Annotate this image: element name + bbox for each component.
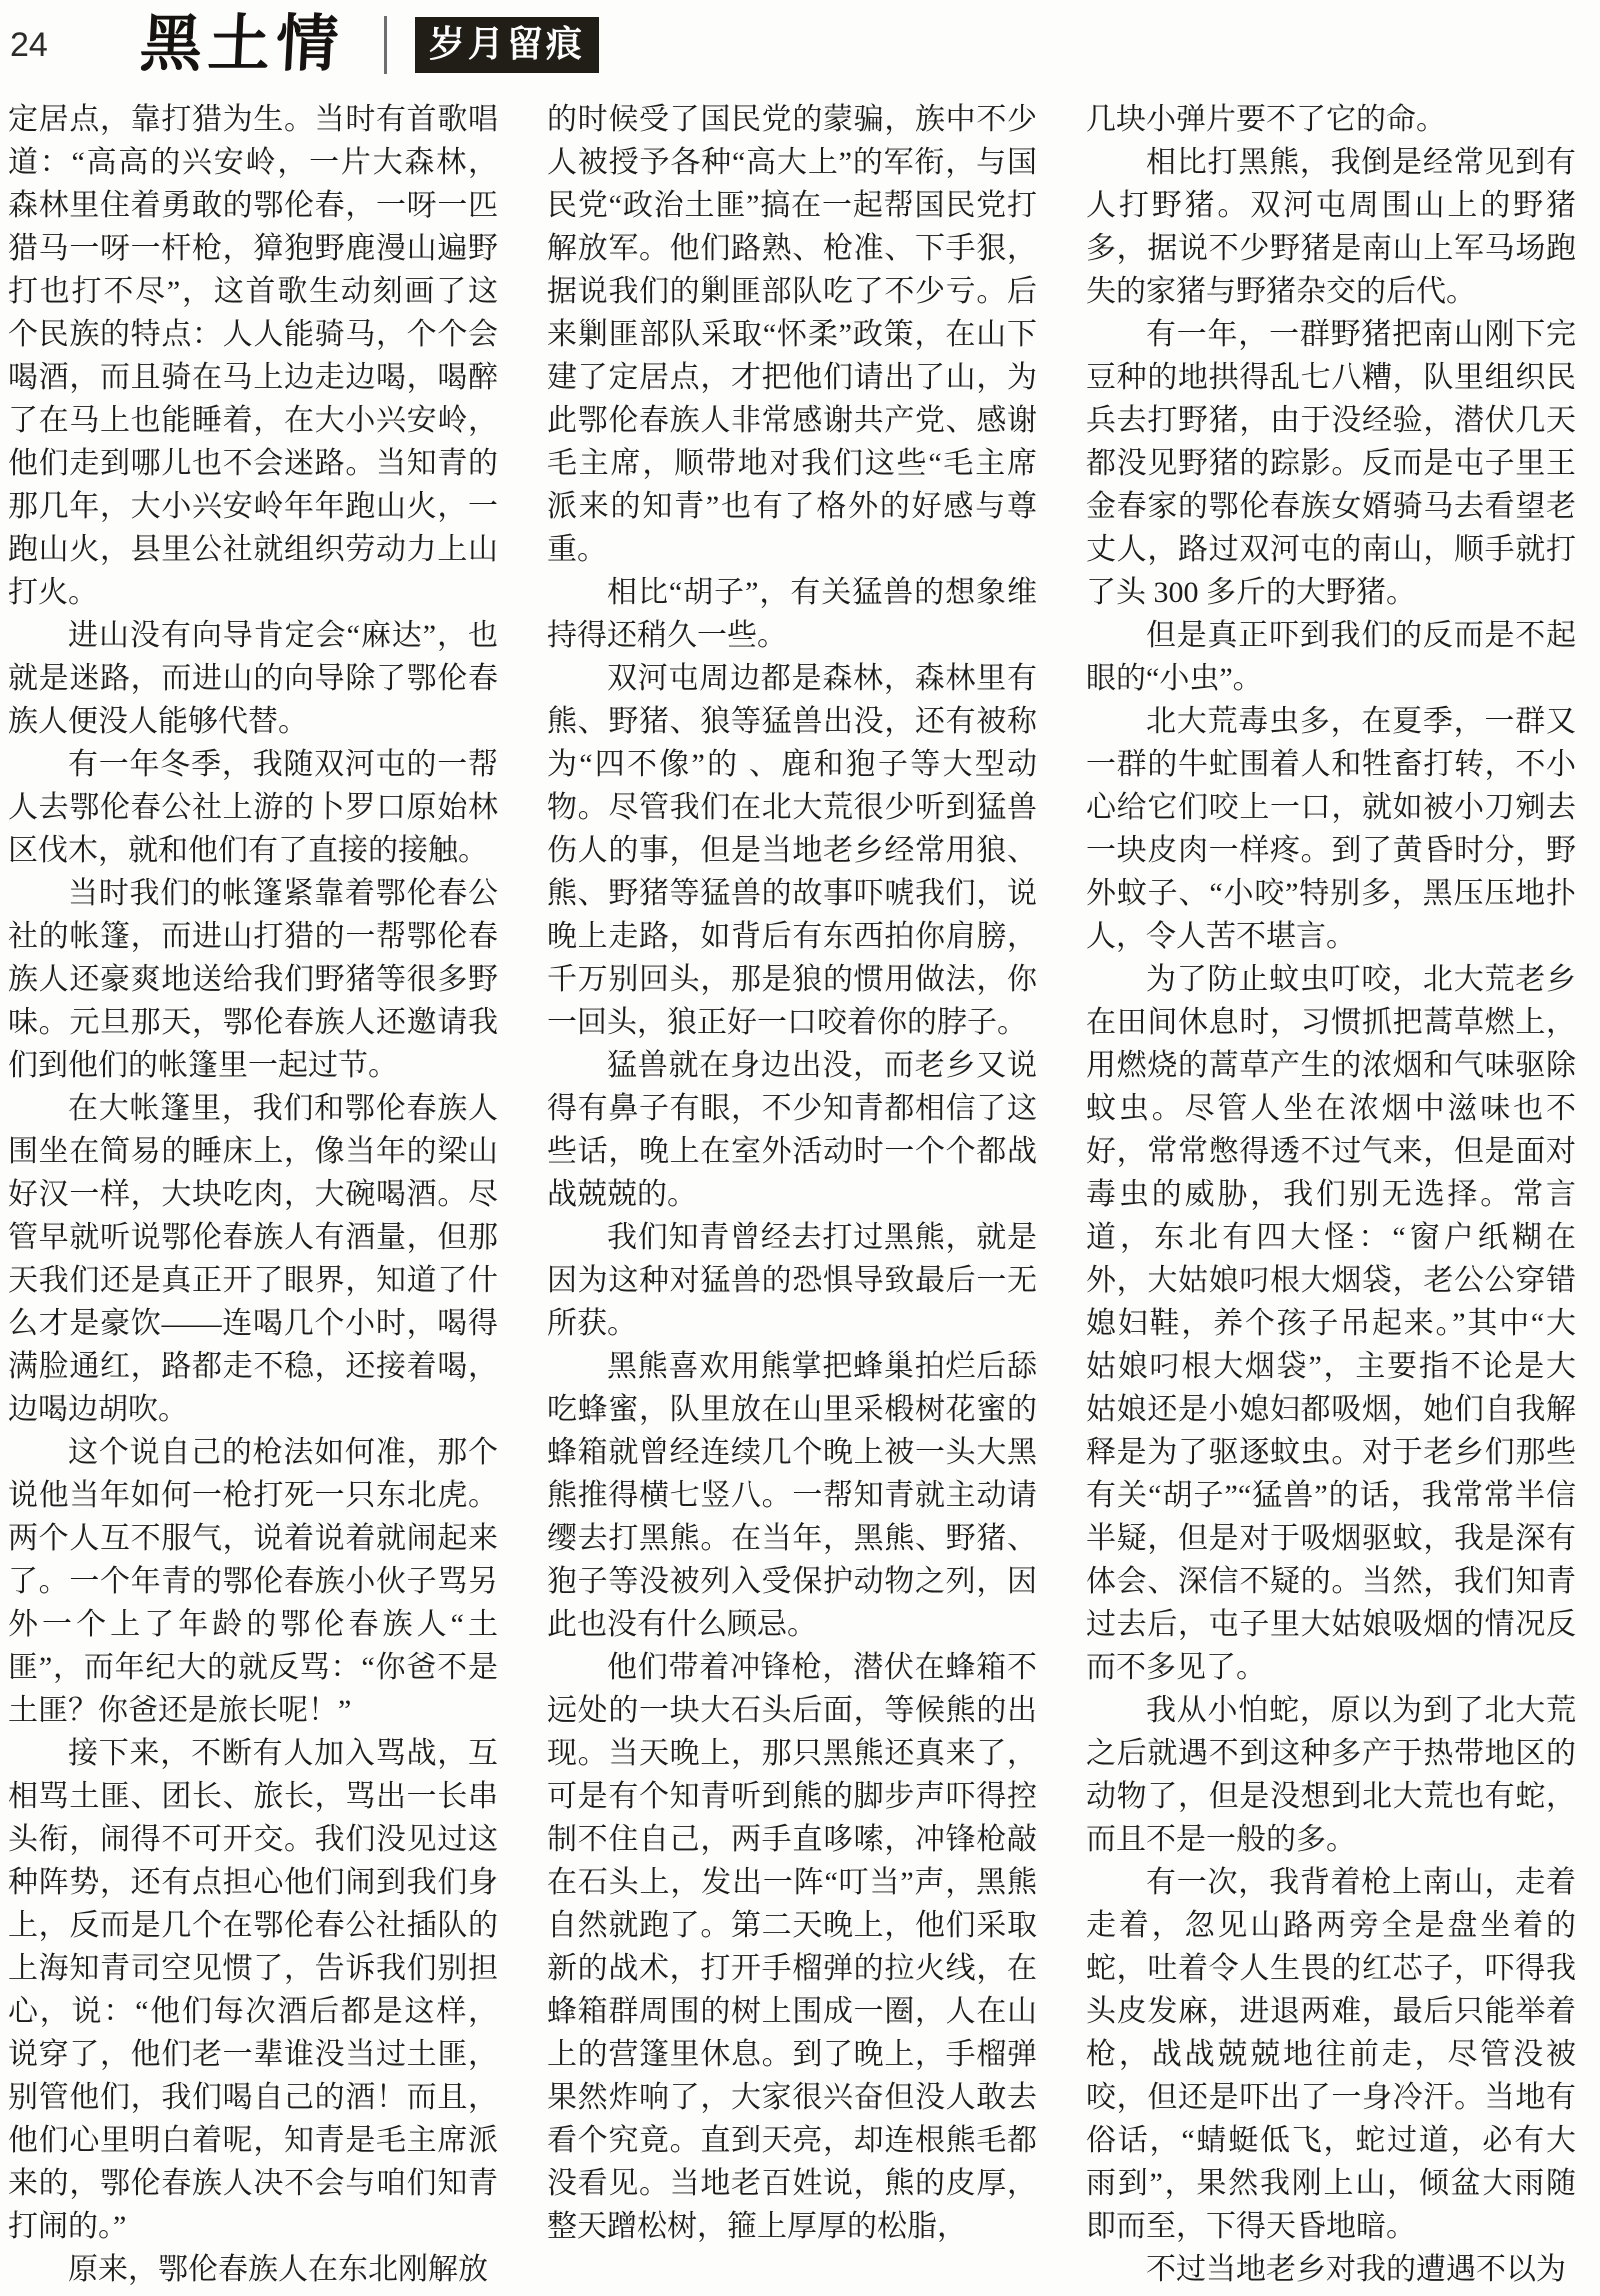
- paragraph: 为了防止蚊虫叮咬，北大荒老乡在田间休息时，习惯抓把蒿草燃上，用燃烧的蒿草产生的浓烟和气味驱除蚊虫。尽管人坐在浓烟中滋味也不好，常常憋得透不过气来，但是面对毒虫的威胁，我们别无选择。常言道，东北有四大怪：“窗户纸糊在外，大姑娘叼根大烟袋，老公公穿错媳妇鞋，养个孩子吊起来。”其中“大姑娘叼根大烟袋”，主要指不论是大姑娘还是小媳妇都吸烟，她们自我解释是为了驱逐蚊虫。对于老乡们那些有关“胡子”“猛兽”的话，我常常半信半疑，但是对于吸烟驱蚊，我是深有体会、深信不疑的。当然，我们知青过去后，屯子里大姑娘吸烟的情况反而不多见了。: [1086, 963, 1576, 1684]
- text-column-2: [547, 98, 1037, 2291]
- paragraph: 在大帐篷里，我们和鄂伦春族人围坐在简易的睡床上，像当年的梁山好汉一样，大块吃肉，大碗喝酒。尽管早就听说鄂伦春族人有酒量，但那天我们还是真正开了眼界，知道了什么才是豪饮——连喝几个小时，喝得满脸通红，路都走不稳，还接着喝，边喝边胡吹。: [8, 1092, 498, 1426]
- paragraph: 黑熊喜欢用熊掌把蜂巢拍烂后舔吃蜂蜜，队里放在山里采椴树花蜜的蜂箱就曾经连续几个晚上被一头大黑熊推得横七竖八。一帮知青就主动请缨去打黑熊。在当年，黑熊、野猪、狍子等没被列入受保护动物之列，因此也没有什么顾忌。: [547, 1350, 1037, 1641]
- article-columns: [0, 84, 1600, 2291]
- paragraph: 北大荒毒虫多，在夏季，一群又一群的牛虻围着人和牲畜打转，不小心给它们咬上一口，就如被小刀剜去一块皮肉一样疼。到了黄昏时分，野外蚊子、“小咬”特别多，黑压压地扑人，令人苦不堪言。: [1086, 705, 1576, 953]
- paragraph: 进山没有向导肯定会“麻达”，也就是迷路，而进山的向导除了鄂伦春族人便没人能够代替。: [8, 619, 498, 738]
- paragraph: 猛兽就在身边出没，而老乡又说得有鼻子有眼，不少知青都相信了这些话，晚上在室外活动时一个个都战战兢兢的。: [547, 1049, 1037, 1211]
- page-number: 24: [10, 26, 48, 64]
- paragraph: 相比打黑熊，我倒是经常见到有人打野猪。双河屯周围山上的野猪多，据说不少野猪是南山上军马场跑失的家猪与野猪杂交的后代。: [1086, 146, 1576, 308]
- paragraph: 接下来，不断有人加入骂战，互相骂土匪、团长、旅长，骂出一长串头衔，闹得不可开交。我们没见过这种阵势，还有点担心他们闹到我们身上，反而是几个在鄂伦春公社插队的上海知青司空见惯了，告诉我们别担心，说：“他们每次酒后都是这样，说穿了，他们老一辈谁没当过土匪，别管他们，我们喝自己的酒！而且，他们心里明白着呢，知青是毛主席派来的，鄂伦春族人决不会与咱们知青打闹的。”: [8, 1737, 498, 2243]
- text-column-1: [8, 98, 498, 2291]
- page-header: [0, 0, 1600, 84]
- paragraph: 有一次，我背着枪上南山，走着走着，忽见山路两旁全是盘坐着的蛇，吐着令人生畏的红芯子，吓得我头皮发麻，进退两难，最后只能举着枪，战战兢兢地往前走，尽管没被咬，但还是吓出了一身冷汗。当地有俗话，“蜻蜓低飞，蛇过道，必有大雨到”，果然我刚上山，倾盆大雨随即而至，下得天昏地暗。: [1086, 1866, 1576, 2243]
- paragraph: 这个说自己的枪法如何准，那个说他当年如何一枪打死一只东北虎。两个人互不服气，说着说着就闹起来了。一个年青的鄂伦春族小伙子骂另外一个上了年龄的鄂伦春族人“土匪”，而年纪大的就反骂：“你爸不是土匪？你爸还是旅长呢！”: [8, 1436, 498, 1727]
- paragraph: 几块小弹片要不了它的命。: [1086, 103, 1446, 136]
- header-divider: [384, 16, 387, 74]
- paragraph: 我从小怕蛇，原以为到了北大荒之后就遇不到这种多产于热带地区的动物了，但是没想到北大荒也有蛇，而且不是一般的多。: [1086, 1694, 1576, 1856]
- paragraph: 相比“胡子”，有关猛兽的想象维持得还稍久一些。: [547, 576, 1037, 652]
- paragraph: 的时候受了国民党的蒙骗，族中不少人被授予各种“高大上”的军衔，与国民党“政治土匪”搞在一起帮国民党打解放军。他们路熟、枪准、下手狠，据说我们的剿匪部队吃了不少亏。后来剿匪部队采取“怀柔”政策，在山下建了定居点，才把他们请出了山，为此鄂伦春族人非常感谢共产党、感谢毛主席，顺带地对我们这些“毛主席派来的知青”也有了格外的好感与尊重。: [547, 103, 1037, 566]
- paragraph: 有一年冬季，我随双河屯的一帮人去鄂伦春公社上游的卜罗口原始林区伐木，就和他们有了直接的接触。: [8, 748, 498, 867]
- section-badge: 岁月留痕: [415, 17, 599, 73]
- paragraph: 我们知青曾经去打过黑熊，就是因为这种对猛兽的恐惧导致最后一无所获。: [547, 1221, 1037, 1340]
- masthead-logo: 黑土情: [138, 11, 346, 79]
- paragraph: 当时我们的帐篷紧靠着鄂伦春公社的帐篷，而进山打猎的一帮鄂伦春族人还豪爽地送给我们野猪等很多野味。元旦那天，鄂伦春族人还邀请我们到他们的帐篷里一起过节。: [8, 877, 498, 1082]
- paragraph: 有一年，一群野猪把南山刚下完豆种的地拱得乱七八糟，队里组织民兵去打野猪，由于没经验，潜伏几天都没见野猪的踪影。反而是屯子里王金春家的鄂伦春族女婿骑马去看望老丈人，路过双河屯的南山，顺手就打了头 300 多斤的大野猪。: [1086, 318, 1576, 609]
- paragraph: 他们带着冲锋枪，潜伏在蜂箱不远处的一块大石头后面，等候熊的出现。当天晚上，那只黑熊还真来了，可是有个知青听到熊的脚步声吓得控制不住自己，两手直哆嗦，冲锋枪敲在石头上，发出一阵“叮当”声，黑熊自然就跑了。第二天晚上，他们采取新的战术，打开手榴弹的拉火线，在蜂箱群周围的树上围成一圈，人在山上的营篷里休息。到了晚上，手榴弹果然炸响了，大家很兴奋但没人敢去看个究竟。直到天亮，却连根熊毛都没看见。当地老百姓说，熊的皮厚，整天蹭松树，箍上厚厚的松脂，: [547, 1651, 1037, 2243]
- paragraph: 但是真正吓到我们的反而是不起眼的“小虫”。: [1086, 619, 1576, 695]
- text-column-3: [1086, 98, 1576, 2291]
- paragraph: 定居点，靠打猎为生。当时有首歌唱道：“高高的兴安岭，一片大森林，森林里住着勇敢的鄂伦春，一呀一匹猎马一呀一杆枪，獐狍野鹿漫山遍野打也打不尽”，这首歌生动刻画了这个民族的特点：人人能骑马，个个会喝酒，而且骑在马上边走边喝，喝醉了在马上也能睡着，在大小兴安岭，他们走到哪儿也不会迷路。当知青的那几年，大小兴安岭年年跑山火，一跑山火，县里公社就组织劳动力上山打火。: [8, 103, 498, 609]
- paragraph: 不过当地老乡对我的遭遇不以为: [1146, 2253, 1566, 2286]
- paragraph: 双河屯周边都是森林，森林里有熊、野猪、狼等猛兽出没，还有被称为“四不像”的 、鹿和狍子等大型动物。尽管我们在北大荒很少听到猛兽伤人的事，但是当地老乡经常用狼、熊、野猪等猛兽的故事吓唬我们，说晚上走路，如背后有东西拍你肩膀，千万别回头，那是狼的惯用做法，你一回头，狼正好一口咬着你的脖子。: [547, 662, 1037, 1039]
- paragraph: 原来，鄂伦春族人在东北刚解放: [68, 2253, 488, 2286]
